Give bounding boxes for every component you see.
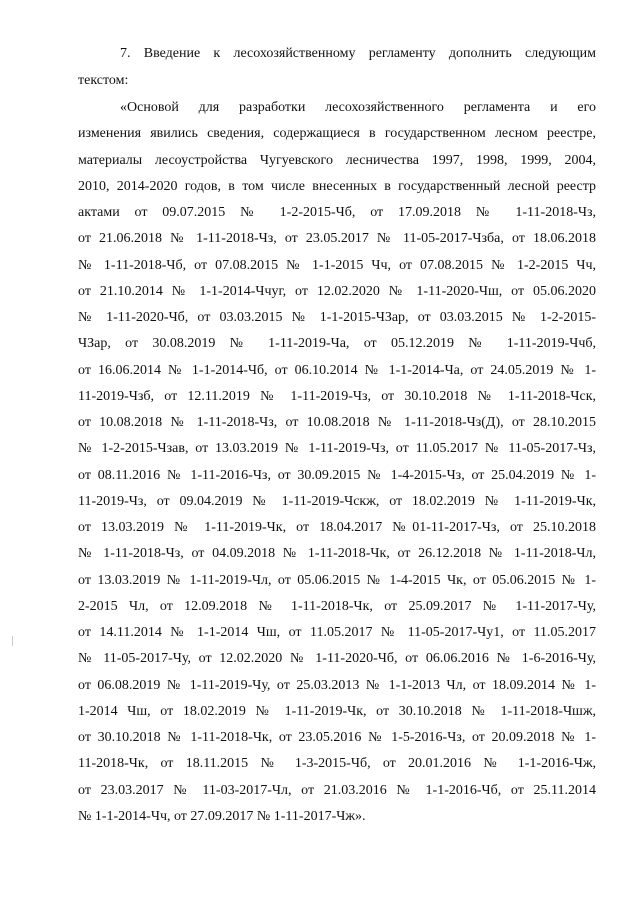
- quote-line: 11-2018-Чк, от 18.11.2015 № 1-3-2015-Чб, от 20.01.2016 № 1-1-2016-Чж,: [78, 756, 596, 771]
- quote-line: 1-2014 Чш, от 18.02.2019 № 1-11-2019-Чк, от 30.10.2018 № 1-11-2018-Чшж,: [78, 704, 596, 719]
- quote-line: от 30.10.2018 № 1-11-2018-Чк, от 23.05.2016 № 1-5-2016-Чз, от 20.09.2018 № 1-: [78, 730, 596, 745]
- quote-line: от 16.06.2014 № 1-1-2014-Чб, от 06.10.2014 № 1-1-2014-Ча, от 24.05.2019 № 1-: [78, 363, 596, 378]
- quote-line: материалы лесоустройства Чугуевского лесничества 1997, 1998, 1999, 2004,: [78, 153, 596, 168]
- scan-margin-mark: [12, 636, 13, 646]
- quote-line: от 08.11.2016 № 1-11-2016-Чз, от 30.09.2015 № 1-4-2015-Чз, от 25.04.2019 № 1-: [78, 468, 596, 483]
- quote-line: от 14.11.2014 № 1-1-2014 Чш, от 11.05.2017 № 11-05-2017-Чу1, от 11.05.2017: [78, 625, 596, 640]
- quote-line: 2-2015 Чл, от 12.09.2018 № 1-11-2018-Чк, от 25.09.2017 № 1-11-2017-Чу,: [78, 599, 596, 614]
- quote-line: от 21.06.2018 № 1-11-2018-Чз, от 23.05.2017 № 11-05-2017-Чзба, от 18.06.2018: [78, 231, 596, 246]
- quote-line: от 10.08.2018 № 1-11-2018-Чз, от 10.08.2018 № 1-11-2018-Чз(Д), от 28.10.2015: [78, 415, 596, 430]
- quote-line: № 1-11-2020-Чб, от 03.03.2015 № 1-1-2015-ЧЗар, от 03.03.2015 № 1-2-2015-: [78, 310, 596, 325]
- quote-line: 2010, 2014-2020 годов, в том числе внесенных в государственный лесной реестр: [78, 179, 596, 194]
- quote-line: № 1-11-2018-Чз, от 04.09.2018 № 1-11-2018-Чк, от 26.12.2018 № 1-11-2018-Чл,: [78, 546, 596, 561]
- quote-line: от 13.03.2019 № 1-11-2019-Чл, от 05.06.2015 № 1-4-2015 Чк, от 05.06.2015 № 1-: [78, 573, 596, 588]
- quote-line: № 11-05-2017-Чу, от 12.02.2020 № 1-11-2020-Чб, от 06.06.2016 № 1-6-2016-Чу,: [78, 651, 596, 666]
- quote-line: изменения явились сведения, содержащиеся в государственном лесном реестре,: [78, 126, 596, 141]
- quote-line: от 21.10.2014 № 1-1-2014-Ччуг, от 12.02.2020 № 1-11-2020-Чш, от 05.06.2020: [78, 284, 596, 299]
- quote-line: от 13.03.2019 № 1-11-2019-Чк, от 18.04.2017 №01-11-2017-Чз, от 25.10.2018: [78, 520, 596, 535]
- quote-line: от 06.08.2019 № 1-11-2019-Чу, от 25.03.2013 № 1-1-2013 Чл, от 18.09.2014 № 1-: [78, 678, 596, 693]
- quote-line: «Основой для разработки лесохозяйственного регламента и его: [120, 100, 596, 115]
- quote-line: № 1-1-2014-Чч, от 27.09.2017 № 1-11-2017-Чж».: [78, 809, 366, 824]
- quote-line: ЧЗар, от 30.08.2019 № 1-11-2019-Ча, от 05.12.2019 № 1-11-2019-Ччб,: [78, 336, 596, 351]
- quote-line: № 1-11-2018-Чб, от 07.08.2015 № 1-1-2015 Чч, от 07.08.2015 № 1-2-2015 Чч,: [78, 258, 596, 273]
- quote-line: актами от 09.07.2015 № 1-2-2015-Чб, от 17.09.2018 № 1-11-2018-Чз,: [78, 205, 596, 220]
- quote-line: 11-2019-Чзб, от 12.11.2019 № 1-11-2019-Чз, от 30.10.2018 № 1-11-2018-Чск,: [78, 389, 596, 404]
- quote-line: от 23.03.2017 № 11-03-2017-Чл, от 21.03.2016 № 1-1-2016-Чб, от 25.11.2014: [78, 783, 596, 798]
- paragraph-line: 7. Введение к лесохозяйственному регламенту дополнить следующим: [120, 46, 596, 61]
- quote-line: № 1-2-2015-Чзав, от 13.03.2019 № 1-11-2019-Чз, от 11.05.2017 № 11-05-2017-Чз,: [78, 441, 596, 456]
- quote-line: 11-2019-Чз, от 09.04.2019 № 1-11-2019-Чскж, от 18.02.2019 № 1-11-2019-Чк,: [78, 494, 596, 509]
- paragraph-line: текстом:: [78, 73, 129, 88]
